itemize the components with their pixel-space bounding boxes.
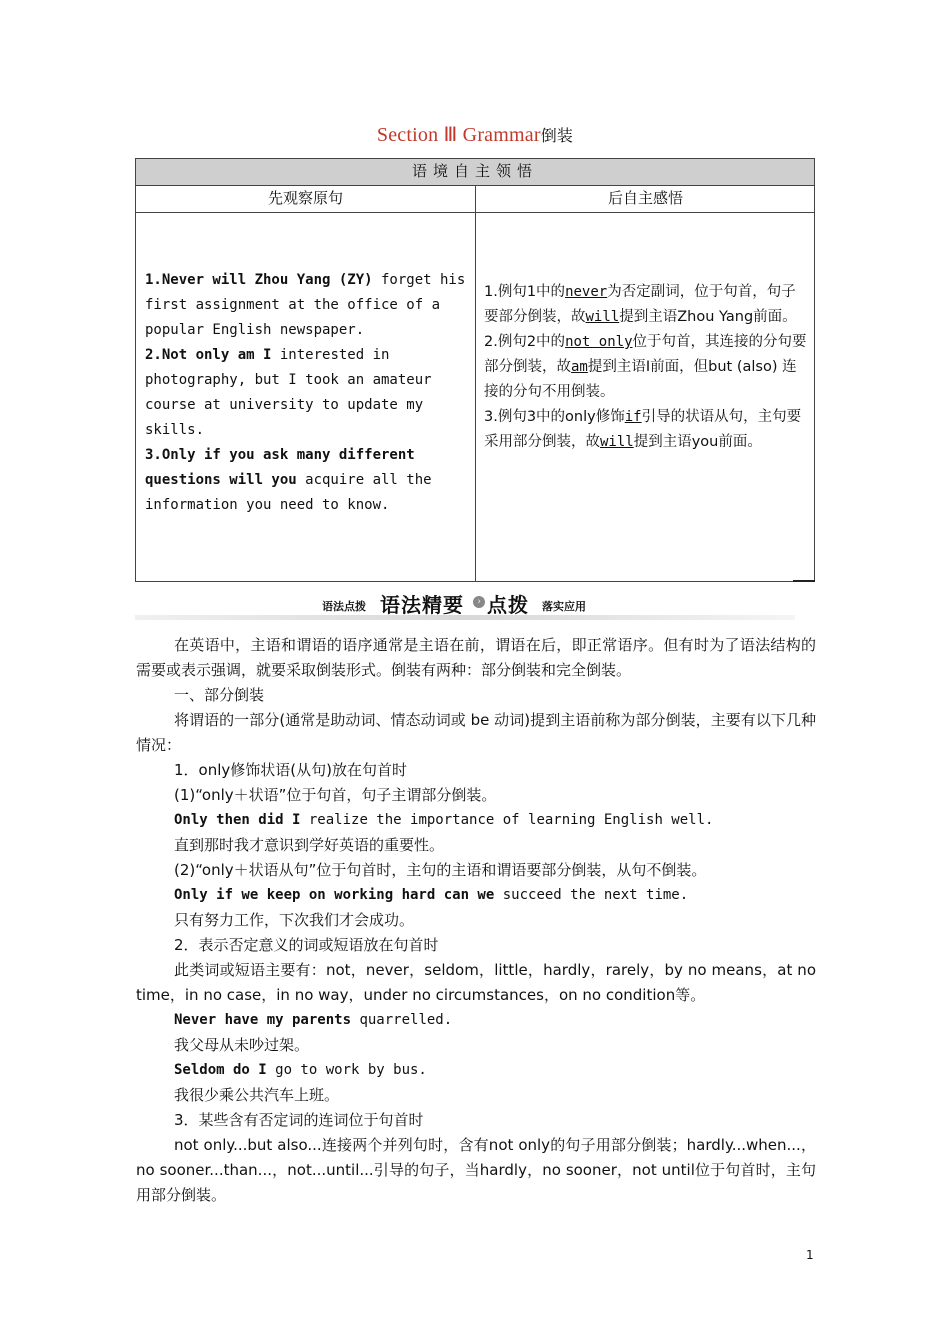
intro-paragraph: 在英语中，主语和谓语的语序通常是主语在前，谓语在后，即正常语序。但有时为了语法结构的需要或表示强调，就要采取倒装形式。倒装有两种：部分倒装和完全倒装。 xyxy=(136,636,816,679)
example-1: Only then did I realize the importance of learning English well. xyxy=(174,812,714,828)
table-header: 语境自主领悟 xyxy=(136,159,814,186)
example-1-translation: 直到那时我才意识到学好英语的重要性。 xyxy=(174,836,445,854)
example-2: Only if we keep on working hard can we succeed the next time. xyxy=(174,887,689,903)
example-sentences xyxy=(145,268,470,518)
banner-title-part2: 点拨 xyxy=(487,593,529,617)
grammar-explanation xyxy=(136,633,816,1208)
column-header-left: 先观察原句 xyxy=(267,189,343,207)
banner-right-label: 落实应用 xyxy=(542,600,586,613)
column-divider xyxy=(475,185,476,581)
analysis-note-2: 2.例句2中的not only位于句首，其连接的分句要部分倒装，故am提到主语I前面，但but (also) 连接的分句不用倒装。 xyxy=(484,334,807,400)
subheader-divider xyxy=(136,212,814,213)
rule-1-1: (1)“only＋状语”位于句首，句子主谓部分倒装。 xyxy=(174,786,497,804)
analysis-notes xyxy=(484,280,810,455)
negative-words-list: 此类词或短语主要有：not，never，seldom，little，hardly，rarely，by no means，at no time，in no case，in no way，under no circumstances，on no condition等。 xyxy=(136,961,816,1004)
section-heading-partial-inversion: 一、部分倒装 xyxy=(174,686,265,704)
example-4-translation: 我很少乘公共汽车上班。 xyxy=(174,1086,340,1104)
table-corner-mark xyxy=(793,580,815,582)
analysis-note-1: 1.例句1中的never为否定副词，位于句首，句子要部分倒装，故will提到主语Zhou Yang前面。 xyxy=(484,284,797,325)
example-sentence-2: 2.Not only am I interested in photography, but I took an amateur course at university to update my skills. xyxy=(145,347,432,438)
page-title: Section Ⅲ Grammar倒装 xyxy=(376,124,574,146)
conjunctions-paragraph: not only...but also...连接两个并列句时，含有not only的句子用部分倒装；hardly...when...，no sooner...than...，not...until...引导的句子，当hardly，no sooner，not until位于句首时，主句用部分倒装。 xyxy=(136,1136,816,1204)
rule-heading-2: 2．表示否定意义的词或短语放在句首时 xyxy=(174,936,439,954)
page-number: 1 xyxy=(806,1248,814,1262)
rule-heading-3: 3．某些含有否定词的连词位于句首时 xyxy=(174,1111,424,1129)
example-4: Seldom do I go to work by bus. xyxy=(174,1062,427,1078)
example-sentence-3: 3.Only if you ask many different questions will you acquire all the information you need to know. xyxy=(145,447,432,513)
rule-1-2: (2)“only＋状语从句”位于句首时，主句的主语和谓语要部分倒装，从句不倒装。 xyxy=(174,861,707,879)
column-header-right: 后自主感悟 xyxy=(607,189,683,207)
arrow-icon: › xyxy=(473,596,485,608)
definition-paragraph: 将谓语的一部分(通常是助动词、情态动词或 be 动词)提到主语前称为部分倒装，主要有以下几种情况： xyxy=(136,711,816,754)
banner-bar xyxy=(135,615,795,620)
analysis-note-3: 3.例句3中的only修饰if引导的状语从句，主句要采用部分倒装，故will提到主语you前面。 xyxy=(484,409,802,450)
rule-heading-1: 1．only修饰状语(从句)放在句首时 xyxy=(174,761,407,779)
section-banner xyxy=(135,588,795,624)
example-3: Never have my parents quarrelled. xyxy=(174,1012,453,1028)
example-sentence-1: 1.Never will Zhou Yang (ZY) forget his first assignment at the office of a popular English newspaper. xyxy=(145,272,466,338)
example-2-translation: 只有努力工作，下次我们才会成功。 xyxy=(174,911,415,929)
banner-left-label: 语法点拨 xyxy=(322,600,366,613)
example-3-translation: 我父母从未吵过架。 xyxy=(174,1036,310,1054)
banner-title-part1: 语法精要 xyxy=(380,593,464,617)
observation-table xyxy=(135,158,815,582)
